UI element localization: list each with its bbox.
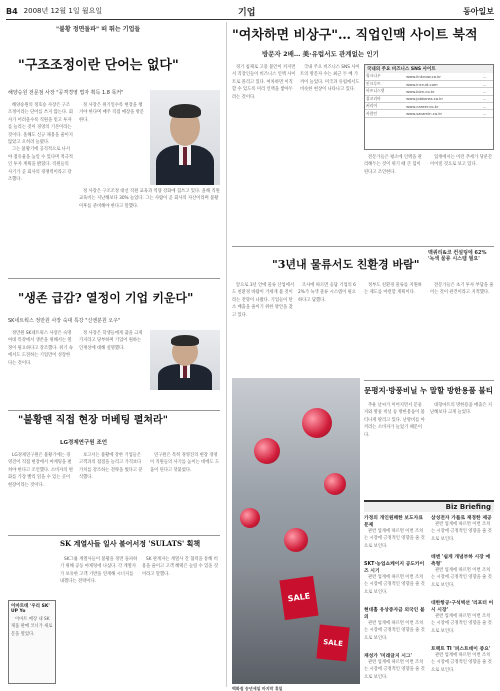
sns-table-cell: 인크루트: [365, 80, 405, 87]
sns-table-cell: www.jobkorea.co.kr: [405, 95, 482, 102]
left-article-1-col1: 해양승원의 정호승 사장은 구조조정이라는 단어를 쓰지 않는다. 회사가 어려울수록 직원을 믿고 투자를 늘리는 것이 경영의 기본이라는 것이다. 올해도 신규 채용을 줄이지 않았고 오히려 늘렸다. 그는 불황기에 공격적으로 나서야 점유율을 높일 수 있다며 적극적인 투자 계획을 밝혔다. 직원들의 사기가 곧 회사의 경쟁력이라고 강조했다.: [8, 103, 73, 183]
right-divider-2: [364, 380, 494, 381]
left-kicker: "불황 정면돌파" 떠 뛰는 기업들: [56, 26, 141, 33]
sns-table-title: 국내의 주요 비즈니스 SNS 사이트: [365, 65, 493, 73]
left-headline-1: "구조조정이란 단어는 없다": [18, 58, 179, 73]
sale-banner: SALE: [279, 576, 318, 620]
biz-briefing-item-title: SKT·농업쇼케이지 공도카이즈 시기: [364, 562, 425, 574]
biz-briefing-title: Biz Briefing: [364, 502, 494, 512]
sns-table-row: [365, 95, 493, 102]
header-rule: [6, 19, 494, 20]
left-article-3-col2: 보고서는 불황에 강한 기업들은 고객과의 접점을 늘리고 가격보다 가치를 강조하는 전략을 썼다고 분석했다.: [79, 453, 143, 481]
biz-briefing-item-title: 대한항공·구석벽선 '리포터 어시 시장': [431, 601, 494, 613]
sns-table-cell: 링크나우: [365, 73, 405, 80]
left-divider-1: [8, 278, 220, 279]
biz-briefing-item-title: 삼성전자 가를로 재경한 제공: [431, 516, 492, 521]
right-headline-2: "3년내 물류서도 친환경 바람": [272, 258, 420, 271]
sns-table-cell: www.incruit.com: [405, 80, 482, 87]
sns-table-cell: www.bizn.co.kr: [405, 88, 482, 95]
left-article-3-col1: LG경제연구원은 불황기에는 경영진이 직접 현장에서 마케팅을 펼쳐야 한다고 조언했다. 소비자의 변화를 가장 빨리 읽을 수 있는 곳이 현장이라는 것이다.: [8, 453, 73, 488]
page-number: B4: [6, 6, 18, 16]
biz-briefing-item-title: 트랙트 TI '퍼스트데이 중요': [431, 647, 491, 652]
left-divider-3: [8, 535, 220, 536]
left-bottom-box: [8, 600, 56, 684]
left-sub-1: 해양승원 전문점 사장 "공격경영 법자 획득 1.8 목커": [8, 90, 124, 96]
photo-caption: 백화점 송년세일 마지막 휴일: [232, 686, 283, 691]
left-bottom-box-title: 이마트데 '우리 SK' UP Yo: [11, 604, 50, 614]
sns-table-cell: ...: [482, 73, 493, 80]
biz-briefing-item-text: 관련 업계에 따르면 이번 조치는 시장에 긍정적인 영향을 줄 것으로 보인다.: [364, 529, 425, 549]
right-headline-3: 문평지·방풍비닐 누 말할 방한용품 불티: [364, 386, 493, 395]
right-article-3-col1: 추운 날씨가 이어지면서 문풍지와 방풍 비닐 등 방한용품이 불티나게 팔리고 있다. 난방비를 아끼려는 소비자가 늘었기 때문이다.: [364, 403, 425, 438]
sns-table-cell: ...: [482, 110, 493, 117]
sns-table-cell: ...: [482, 88, 493, 95]
right-article-1-col2: 국내 주요 비즈니스 SNS 사이트의 방문자 수는 최근 두 배 가까이 늘었다. 미국과 유럽에서도 비슷한 현상이 나타나고 있다.: [300, 65, 360, 93]
right-article-1-col4: 업계에서는 이런 추세가 당분간 이어질 것으로 보고 있다.: [430, 155, 493, 168]
sale-banner-2: SALE: [316, 625, 349, 662]
left-article-1-col2: 정 사장은 위기일수록 현장을 챙겨야 한다며 매주 직접 매장을 방문한다.: [79, 103, 144, 123]
biz-briefing-item-text: 관련 업계에 따르면 이번 조치는 시장에 긍정적인 영향을 줄 것으로 보인다.: [364, 621, 425, 641]
left-sub-2: SK네트웍스 정만원 사장 숙대 특강 "신엔분원 오우": [8, 318, 121, 324]
sns-table-cell: ...: [482, 103, 493, 110]
left-article-2-col1: 정만원 SK네트웍스 사장은 숙명여대 특강에서 생존을 위해서는 열정이 필요하다고 강조했다. 위기 속에서도 도전하는 기업만이 성장한다는 것이다.: [8, 331, 73, 366]
sns-table-row: [365, 110, 493, 117]
biz-briefing-item-text: 관련 업계에 따르면 이번 조치는 시장에 긍정적인 영향을 줄 것으로 보인다.: [364, 575, 425, 595]
sns-table-cell: www.career.co.kr: [405, 103, 482, 110]
left-divider-2: [8, 410, 220, 411]
biz-briefing: [364, 500, 494, 684]
left-article-1-col3: 정 사장은 구조조정 대신 직원 교육과 역량 강화에 힘쓰고 있다. 올해 직원 교육비는 지난해보다 30% 늘었다. 그는 사람이 곧 회사의 자산이라며 불황 이후를 준비해야 한다고 말했다.: [79, 189, 220, 209]
sns-table: [365, 73, 493, 118]
section-name: 기업: [238, 7, 256, 18]
mall-sale-photo: [232, 378, 360, 684]
left-headline-2: "생존 급감? 열정이 기업 키운다": [18, 291, 194, 305]
right-article-2-col4: 전문가들은 초기 투자 부담을 줄이는 것이 관건이라고 지적했다.: [430, 283, 494, 296]
right-side-2: 맥쿼리&코 컨설팅에 62% '녹색 물류 시스템 필요': [428, 250, 487, 262]
biz-briefing-item-text: 관련 업계에 따르면 이번 조치는 시장에 긍정적인 영향을 줄 것으로 보인다.: [431, 522, 492, 542]
sns-table-row: [365, 88, 493, 95]
sns-table-row: [365, 73, 493, 80]
sns-table-cell: 잡코리아: [365, 95, 405, 102]
right-article-2-col2: 조사에 따르면 응답 기업의 62%가 녹색 물류 시스템이 필요하다고 답했다.: [298, 283, 356, 303]
biz-briefing-item-text: 관련 업계에 따르면 이번 조치는 시장에 긍정적인 영향을 줄 것으로 보인다.: [431, 653, 492, 673]
left-article-2-col2: 정 사장은 학생들에게 꿈을 크게 가지라고 당부하며 기업이 원하는 인재상에 대해 설명했다.: [79, 331, 143, 351]
left-sub-3: LG경제연구원 조언: [60, 440, 108, 446]
biz-briefing-item-title: 재성가 '미래글지 시그': [364, 654, 412, 659]
right-article-1-col3: 전문가들은 평소에 인맥을 관리해두는 것이 위기 때 큰 힘이 된다고 조언한다.: [364, 155, 422, 175]
biz-briefing-col-1: [364, 512, 427, 689]
left-bottom-col1: SK그룹 계열사들이 불황을 정면 돌파하기 위해 공동 마케팅에 나섰다. 각 계열사가 보유한 고객 기반을 연계해 시너지를 내겠다는 전략이다.: [60, 557, 138, 585]
biz-briefing-item-text: 관련 업계에 따르면 이번 조치는 시장에 긍정적인 영향을 줄 것으로 보인다.: [364, 660, 425, 680]
issue-date: 2008년 12월 1일 월요일: [23, 7, 103, 15]
left-headline-3: "불황땐 직접 현장 머베팅 펼쳐라": [18, 415, 168, 426]
sns-table-box: [364, 64, 494, 150]
sns-table-cell: www.linknow.co.kr: [405, 73, 482, 80]
right-article-1-col1: 경기 침체로 고용 불안이 커지면서 직장인들이 비즈니스 인맥 사이트로 몰리고 있다. 여차하면 이직할 수 있도록 미리 인맥을 쌓아두려는 것이다.: [232, 65, 296, 100]
right-article-3-col2: 대형마트의 방한용품 매출은 지난해보다 크게 늘었다.: [430, 403, 493, 416]
biz-briefing-item-text: 관련 업계에 따르면 이번 조치는 시장에 긍정적인 영향을 줄 것으로 보인다.: [431, 614, 492, 634]
speaker-photo: [150, 330, 220, 390]
sns-table-cell: 사람인: [365, 110, 405, 117]
page-header: [6, 4, 494, 18]
left-bottom-box-text: 이마트 매장 내 SK 제품 판매 코너가 새로 문을 열었다.: [11, 617, 53, 637]
right-sub-1: 방문자 2배… 美·유럽서도 관계없는 인기: [262, 50, 379, 58]
biz-briefing-item-text: 관련 업계에 따르면 이번 조치는 시장에 긍정적인 영향을 줄 것으로 보인다.: [431, 568, 492, 588]
sns-table-cell: ...: [482, 95, 493, 102]
column-separator: [226, 22, 227, 687]
biz-briefing-item-title: 데엔 '쉽게 개념부하 시장 예측형': [431, 555, 491, 567]
sns-table-cell: 커리어: [365, 103, 405, 110]
biz-briefing-item-title: 가정의 개인원패한 보도자료 문제: [364, 516, 423, 528]
right-article-2-col1: 앞으로 3년 안에 물류 산업에서도 친환경 바람이 거세게 불 것이라는 전망이 나왔다. 기업들이 탄소 배출을 줄이기 위한 방안을 찾고 있다.: [232, 283, 294, 318]
sns-table-cell: 비즈니스넷: [365, 88, 405, 95]
right-article-2-col3: 정부도 친환경 물류를 지원하는 제도를 마련할 계획이다.: [364, 283, 422, 296]
right-divider-1: [232, 246, 494, 247]
biz-briefing-item-title: 현대홀 유상증자금 외국인 불의: [364, 608, 425, 620]
right-headline-1: "여차하면 비상구"… 직업인맥 사이트 북적: [232, 28, 478, 43]
sns-table-row: [365, 80, 493, 87]
left-bottom-col2: SK 관계자는 계열사 간 협력을 통해 비용을 줄이고 고객 혜택은 늘릴 수 있을 것이라고 말했다.: [142, 557, 218, 577]
sns-table-row: [365, 103, 493, 110]
newspaper-brand: 동아일보: [463, 6, 494, 16]
sns-table-cell: ...: [482, 80, 493, 87]
left-bottom-headline: SK 계열사들 일사 불어서정 'SULATS' 획책: [60, 539, 201, 548]
left-article-3-col3: 연구원은 특히 경영진의 현장 경영이 직원들의 사기를 높이는 데에도 도움이 된다고 덧붙였다.: [150, 453, 220, 473]
ceo-photo: [150, 90, 220, 185]
biz-briefing-col-2: [431, 512, 494, 689]
sns-table-cell: www.saramin.co.kr: [405, 110, 482, 117]
